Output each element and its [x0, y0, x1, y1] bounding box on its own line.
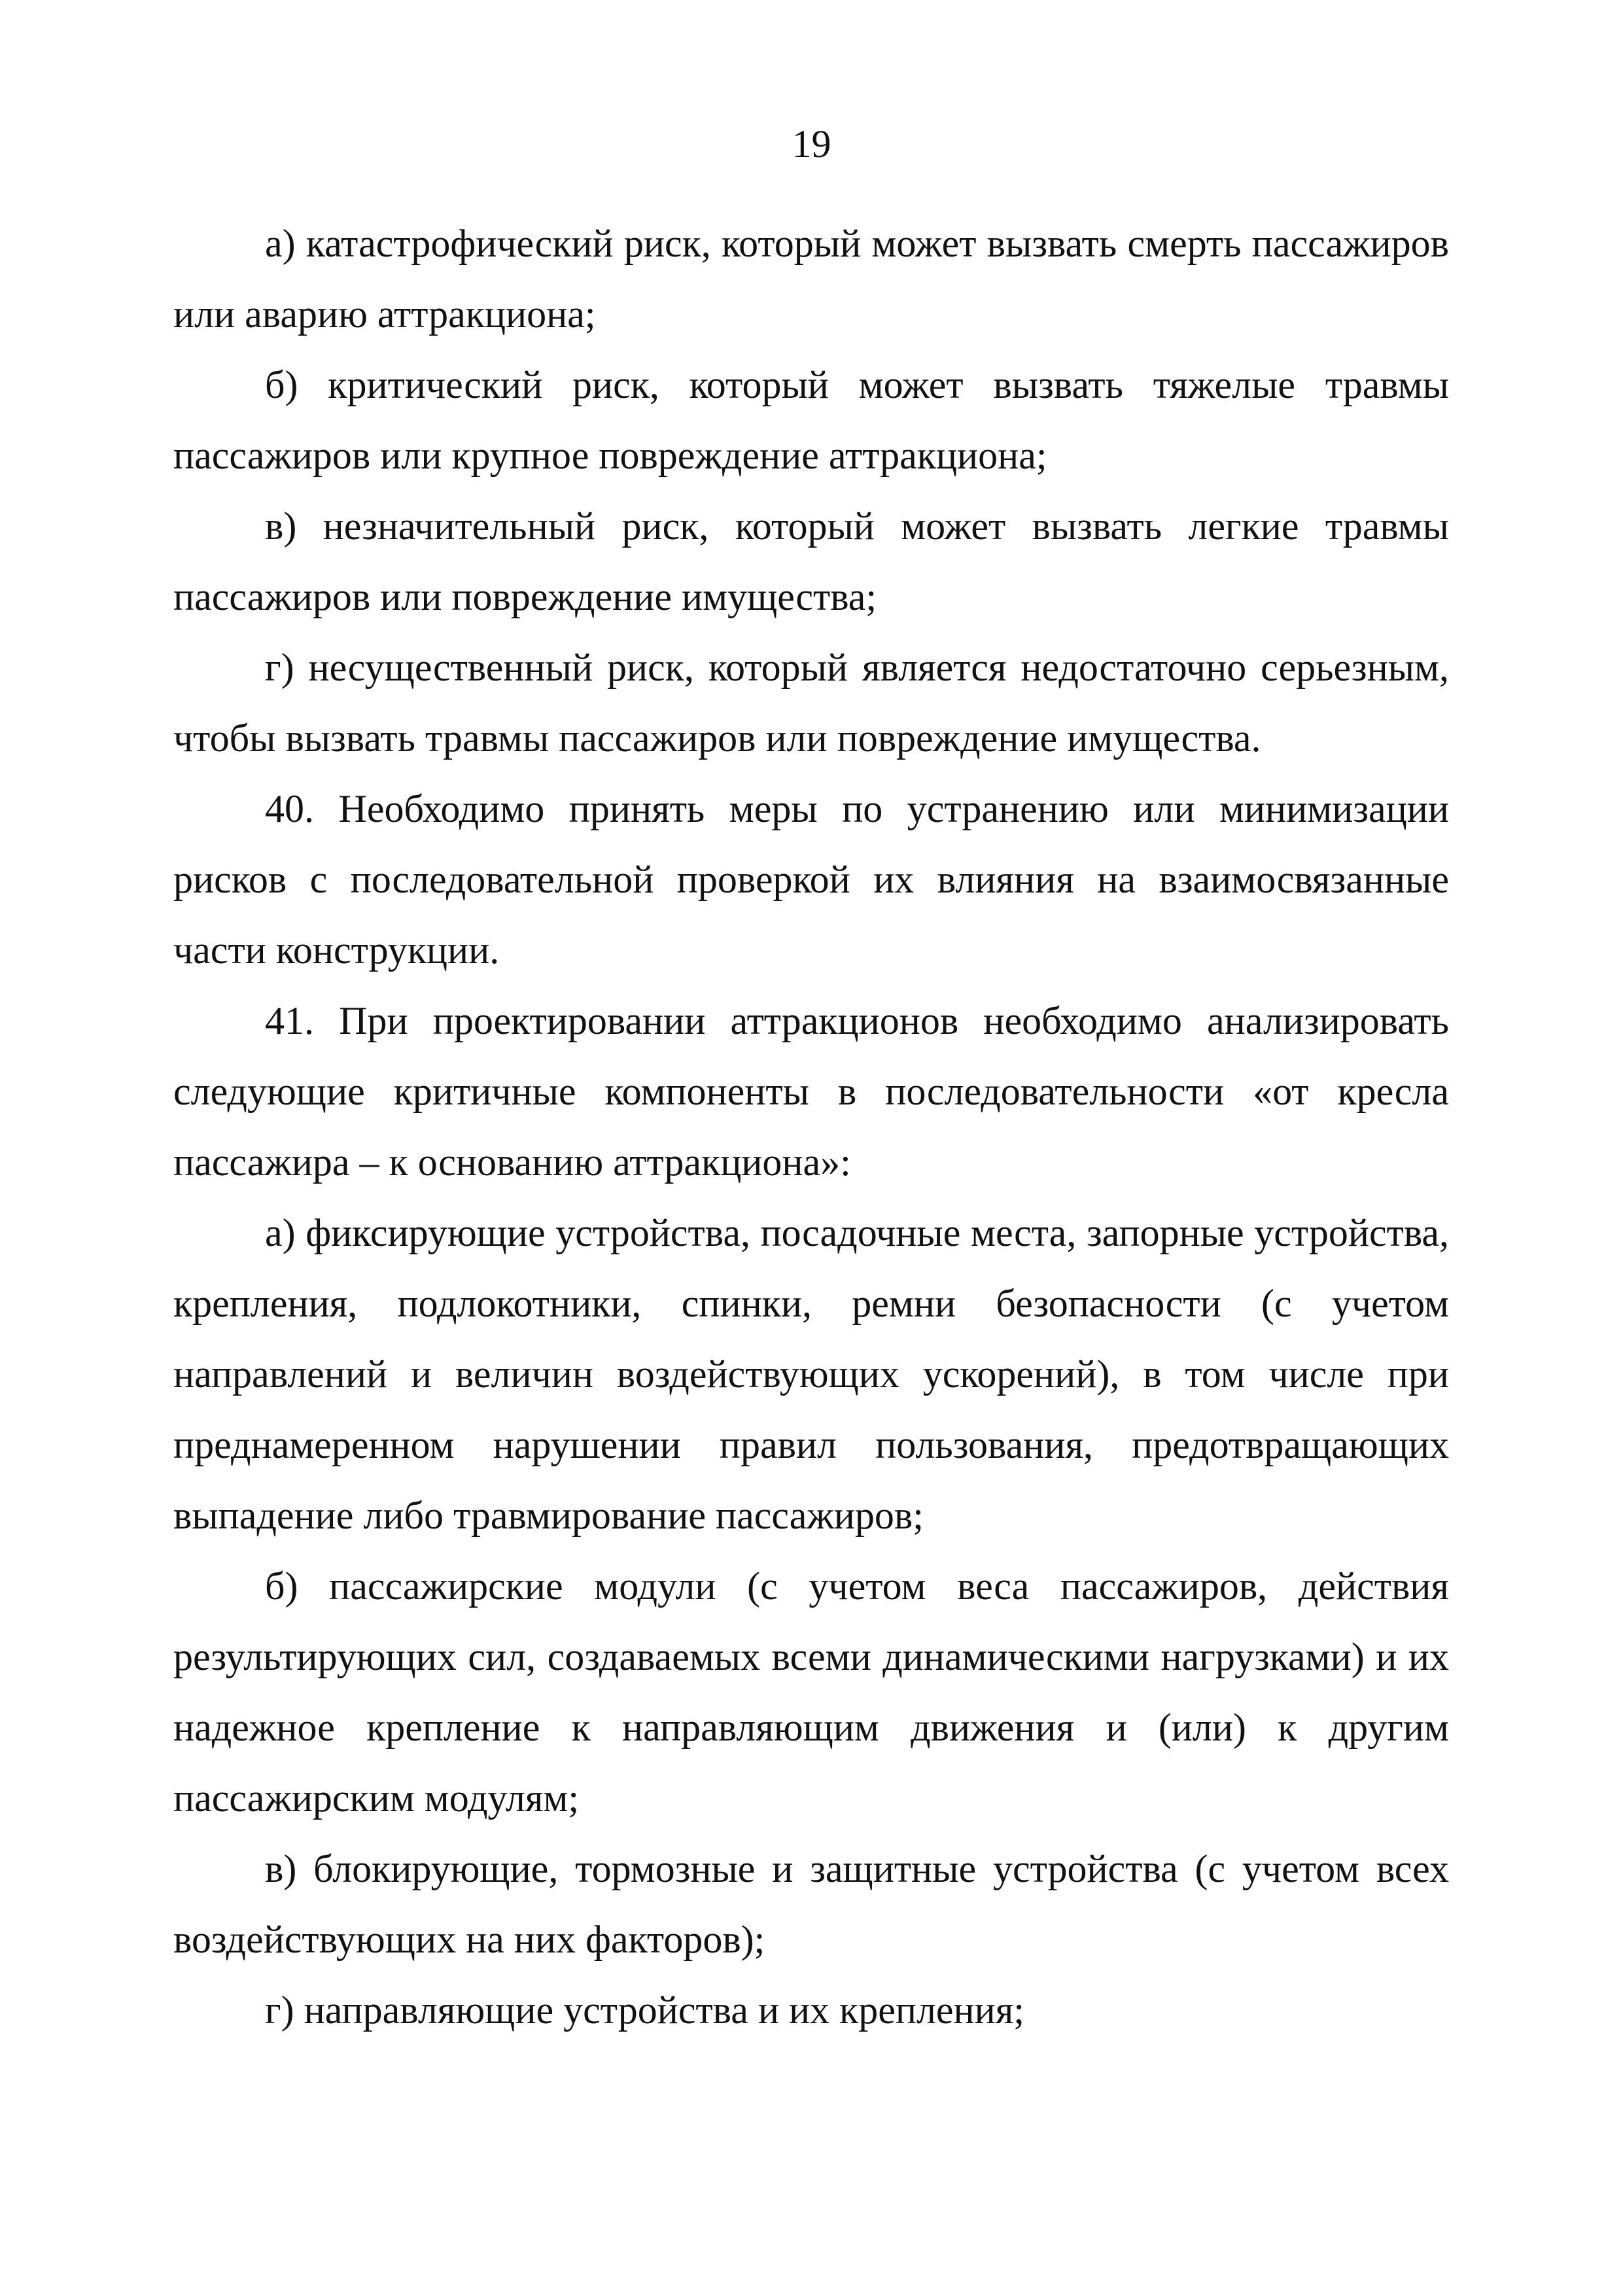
paragraph-clause-41: 41. При проектировании аттракционов необходимо анализировать следующие критичные компоненты в последовательности «от кресла пассажира – к основанию аттракциона»: — [173, 999, 1449, 1184]
paragraph-item-b-critical-risk: б) критический риск, который может вызвать тяжелые травмы пассажиров или крупное повреждение аттракциона; — [173, 363, 1449, 477]
paragraph-item-g-guide-devices: г) направляющие устройства и их крепления; — [265, 1988, 1025, 2032]
paragraph-item-a-fixing-devices: а) фиксирующие устройства, посадочные места, запорные устройства, крепления, подлокотники, спинки, ремни безопасности (с учетом направлений и величин воздействующих ускорений), в том числе при преднамеренном нарушении правил пользования, предотвращающих выпадение либо травмирование пассажиров; — [173, 1211, 1449, 1537]
document-body — [173, 208, 1449, 2045]
paragraph-item-v-blocking-devices: в) блокирующие, тормозные и защитные устройства (с учетом всех воздействующих на них факторов); — [173, 1847, 1449, 1961]
page-number: 19 — [792, 122, 831, 166]
paragraph-clause-40: 40. Необходимо принять меры по устранению или минимизации рисков с последовательной проверкой их влияния на взаимосвязанные части конструкции. — [173, 787, 1449, 972]
paragraph-item-g-insignificant-risk: г) несущественный риск, который является недостаточно серьезным, чтобы вызвать травмы пассажиров или повреждение имущества. — [173, 646, 1449, 760]
paragraph-item-b-passenger-modules: б) пассажирские модули (с учетом веса пассажиров, действия результирующих сил, создаваемых всеми динамическими нагрузками) и их надежное крепление к направляющим движения и (или) к другим пассажирским модулям; — [173, 1564, 1449, 1820]
paragraph-item-a-catastrophic-risk: а) катастрофический риск, который может вызвать смерть пассажиров или аварию аттракциона; — [173, 222, 1449, 336]
paragraph-item-v-minor-risk: в) незначительный риск, который может вызвать легкие травмы пассажиров или повреждение имущества; — [173, 504, 1449, 618]
